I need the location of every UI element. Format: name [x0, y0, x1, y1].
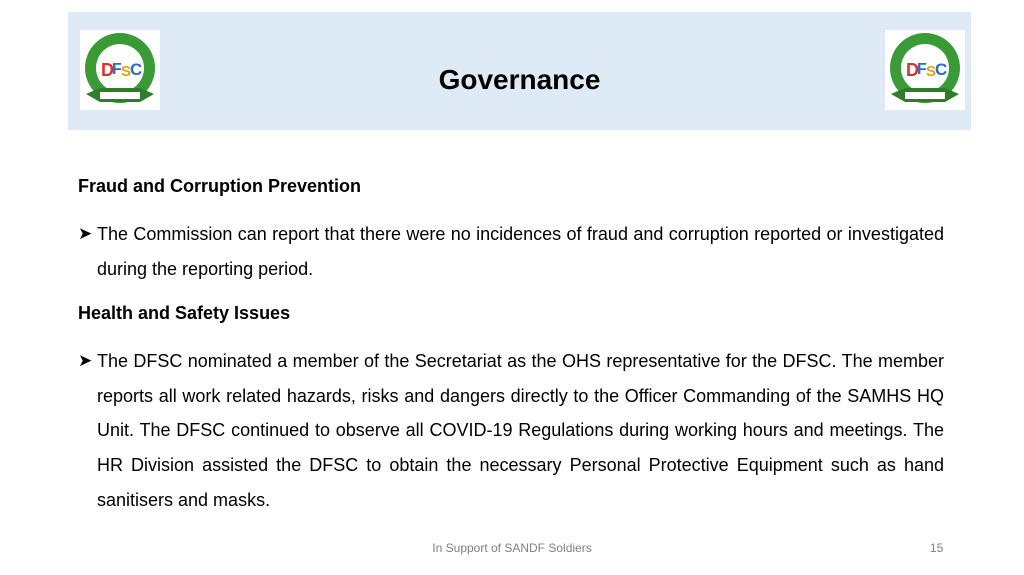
- slide-body: [78, 172, 944, 530]
- page-title: Governance: [438, 64, 601, 95]
- bullet-text: The Commission can report that there were no incidences of fraud and corruption reported or investigated during the reporting period.: [97, 224, 944, 279]
- svg-text:C: C: [130, 60, 143, 79]
- svg-text:C: C: [935, 60, 948, 79]
- svg-text:D: D: [101, 60, 114, 80]
- page-number: 15: [930, 541, 944, 555]
- svg-text:S: S: [926, 63, 937, 80]
- arrowhead-bullet-icon: ➤: [78, 224, 93, 243]
- bullet-text: The DFSC nominated a member of the Secretariat as the OHS representative for the DFSC. The member reports all work related hazards, risks and dangers directly to the Officer Commanding of the SAMHS HQ Unit. The DFSC continued to observe all COVID-19 Regulations during working hours and meetings. The HR Division assisted the DFSC to obtain the necessary Personal Protective Equipment such as hand sanitisers and masks.: [97, 351, 944, 510]
- bullet-fraud: [78, 217, 944, 286]
- footer-text: In Support of SANDF Soldiers: [432, 541, 592, 555]
- title-banner: [68, 12, 971, 130]
- svg-text:F: F: [917, 61, 927, 78]
- arrowhead-bullet-icon: ➤: [78, 351, 93, 371]
- bullet-health-safety: [78, 344, 944, 517]
- section-heading-health-safety: Health and Safety Issues: [78, 303, 291, 324]
- svg-text:D: D: [906, 60, 919, 80]
- svg-text:F: F: [112, 61, 122, 78]
- section-heading-fraud: Fraud and Corruption Prevention: [78, 176, 362, 196]
- dfsc-logo-right: [885, 30, 965, 110]
- svg-text:S: S: [121, 63, 132, 80]
